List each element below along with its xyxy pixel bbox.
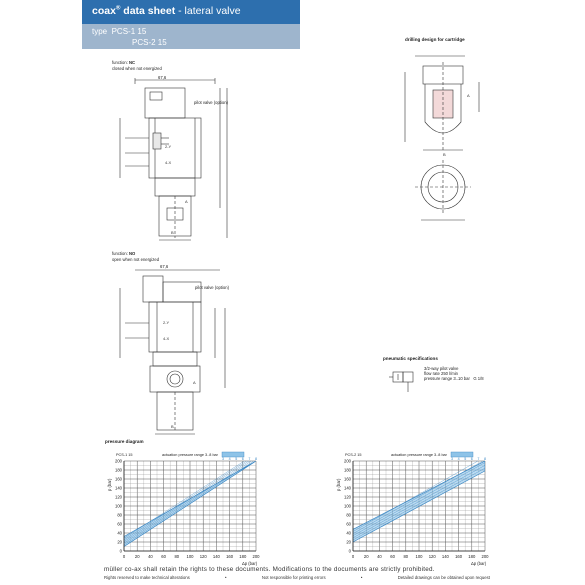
y-tick-label: 40 bbox=[346, 530, 351, 536]
top-tick-label: 3 bbox=[451, 457, 453, 461]
svg-text:B: B bbox=[171, 230, 174, 235]
type-bar bbox=[82, 24, 300, 49]
y-tick-label: 200 bbox=[344, 458, 351, 464]
footer-note-2: Not responsible for printing errors bbox=[261, 575, 326, 580]
x-tick-label: 120 bbox=[428, 554, 436, 559]
y-tick-label: 180 bbox=[115, 467, 122, 473]
x-tick-label: 40 bbox=[148, 554, 153, 559]
x-tick-label: 140 bbox=[212, 554, 220, 559]
top-tick-label: 7 bbox=[248, 457, 251, 461]
x-tick-label: 100 bbox=[186, 554, 194, 559]
pilot-label-nc: pilot valve (option) bbox=[194, 100, 228, 105]
pneumatic-symbol bbox=[385, 366, 425, 396]
footer-bullet-1: • bbox=[225, 575, 227, 580]
footer-bullet-2: • bbox=[360, 575, 363, 580]
dim-top-no: 67,6 bbox=[160, 264, 169, 269]
y-tick-label: 0 bbox=[348, 548, 351, 554]
y-tick-label: 160 bbox=[115, 476, 122, 482]
series-label: PCS-2 15 bbox=[345, 453, 362, 457]
top-tick-label: 4 bbox=[457, 457, 460, 461]
y-tick-label: 100 bbox=[115, 503, 122, 509]
x-tick-label: 160 bbox=[226, 554, 234, 559]
valve-drawing-no bbox=[105, 268, 245, 438]
y-tick-label: 160 bbox=[344, 476, 351, 482]
function-desc-no: open when not energized bbox=[112, 257, 160, 262]
top-tick-label: 8 bbox=[255, 457, 257, 461]
footer-note-1: Rights reserved to make technical alterations bbox=[104, 575, 190, 580]
y-tick-label: 180 bbox=[344, 467, 351, 473]
y-tick-label: 140 bbox=[115, 485, 122, 491]
x-tick-label: 60 bbox=[390, 554, 395, 559]
x-tick-label: 180 bbox=[468, 554, 476, 559]
x-tick-label: 20 bbox=[363, 554, 369, 559]
legend-swatch bbox=[222, 452, 244, 457]
top-tick-label: 5 bbox=[464, 457, 467, 461]
x-tick-label: 100 bbox=[415, 554, 423, 559]
header-bar bbox=[82, 0, 300, 24]
svg-text:2-Y: 2-Y bbox=[165, 144, 172, 149]
pilot-label-no: pilot valve (option) bbox=[195, 285, 229, 290]
y-tick-label: 80 bbox=[117, 512, 122, 518]
footer-notice: müller co-ax shall retain the rights to these documents. Modifications to the documents are strictly prohibited. bbox=[104, 566, 435, 573]
x-tick-label: 140 bbox=[441, 554, 449, 559]
y-tick-label: 20 bbox=[117, 539, 122, 545]
pneumatic-line-3: pressure range 3..10 bar G 1/8 bbox=[424, 376, 484, 381]
x-tick-label: 160 bbox=[455, 554, 463, 559]
y-tick-label: 40 bbox=[117, 530, 122, 536]
top-tick-label: 7 bbox=[477, 457, 480, 461]
pressure-chart-pcs2 bbox=[333, 447, 503, 567]
drilling-drawing bbox=[395, 52, 495, 232]
y-axis-label: p (bar) bbox=[336, 478, 341, 491]
svg-text:B: B bbox=[171, 424, 174, 429]
legend-text: actuation pressure range 3..8 bar bbox=[391, 453, 447, 457]
valve-drawing-nc bbox=[105, 78, 235, 248]
top-tick-label: 3 bbox=[222, 457, 224, 461]
dim-top-nc: 67,6 bbox=[158, 75, 167, 80]
top-tick-label: 6 bbox=[241, 457, 244, 461]
x-tick-label: 200 bbox=[252, 554, 260, 559]
type-line-1: type PCS-1 15 bbox=[92, 27, 147, 36]
x-tick-label: 180 bbox=[239, 554, 247, 559]
top-tick-label: 8 bbox=[484, 457, 486, 461]
series-label: PCS-1 15 bbox=[116, 453, 133, 457]
y-tick-label: 60 bbox=[346, 521, 351, 527]
svg-text:4-X: 4-X bbox=[163, 336, 170, 341]
footer-note-3: Detailed drawings can be obtained upon request bbox=[397, 575, 490, 580]
footer-notes bbox=[104, 575, 490, 580]
y-tick-label: 120 bbox=[344, 494, 351, 500]
y-tick-label: 60 bbox=[117, 521, 122, 527]
y-tick-label: 120 bbox=[115, 494, 122, 500]
pneumatic-line-2: flow rate 250 l/min bbox=[424, 371, 458, 376]
svg-text:A: A bbox=[193, 380, 196, 385]
type-line-2: PCS-2 15 bbox=[132, 38, 167, 47]
svg-text:A: A bbox=[467, 93, 470, 98]
legend-text: actuation pressure range 3..8 bar bbox=[162, 453, 218, 457]
pressure-diagram-title: pressure diagram bbox=[105, 439, 144, 444]
x-tick-label: 40 bbox=[377, 554, 382, 559]
y-axis-label: p (bar) bbox=[107, 478, 112, 491]
x-axis-label: Δp (bar) bbox=[471, 561, 487, 566]
y-tick-label: 200 bbox=[115, 458, 122, 464]
x-tick-label: 20 bbox=[134, 554, 140, 559]
top-tick-label: 5 bbox=[235, 457, 238, 461]
legend-swatch bbox=[451, 452, 473, 457]
x-tick-label: 80 bbox=[403, 554, 409, 559]
x-axis-label: Δp (bar) bbox=[242, 561, 258, 566]
x-tick-label: 60 bbox=[161, 554, 166, 559]
y-tick-label: 80 bbox=[346, 512, 351, 518]
x-tick-label: 0 bbox=[122, 554, 126, 559]
function-desc-nc: closed when not energized bbox=[112, 66, 162, 71]
header-title: coax® data sheet - lateral valve bbox=[92, 5, 241, 17]
svg-text:4-X: 4-X bbox=[165, 160, 172, 165]
y-tick-label: 100 bbox=[344, 503, 351, 509]
y-tick-label: 0 bbox=[119, 548, 122, 554]
x-tick-label: 80 bbox=[174, 554, 180, 559]
svg-text:B: B bbox=[443, 152, 446, 157]
function-label-no: function: NO bbox=[112, 251, 136, 256]
function-label-nc: function: NC bbox=[112, 60, 136, 65]
top-tick-label: 6 bbox=[470, 457, 473, 461]
svg-text:2-Y: 2-Y bbox=[163, 320, 170, 325]
x-tick-label: 0 bbox=[351, 554, 355, 559]
y-tick-label: 140 bbox=[344, 485, 351, 491]
top-tick-label: 4 bbox=[228, 457, 231, 461]
svg-text:A: A bbox=[185, 199, 188, 204]
pneumatic-line-1: 3/2-way pilot valve bbox=[424, 366, 459, 371]
x-tick-label: 200 bbox=[481, 554, 489, 559]
pressure-chart-pcs1 bbox=[104, 447, 274, 567]
drilling-title: drilling design for cartridge bbox=[405, 37, 465, 42]
x-tick-label: 120 bbox=[199, 554, 207, 559]
y-tick-label: 20 bbox=[346, 539, 351, 545]
pneumatic-title: pneumatic specifications bbox=[383, 356, 438, 361]
